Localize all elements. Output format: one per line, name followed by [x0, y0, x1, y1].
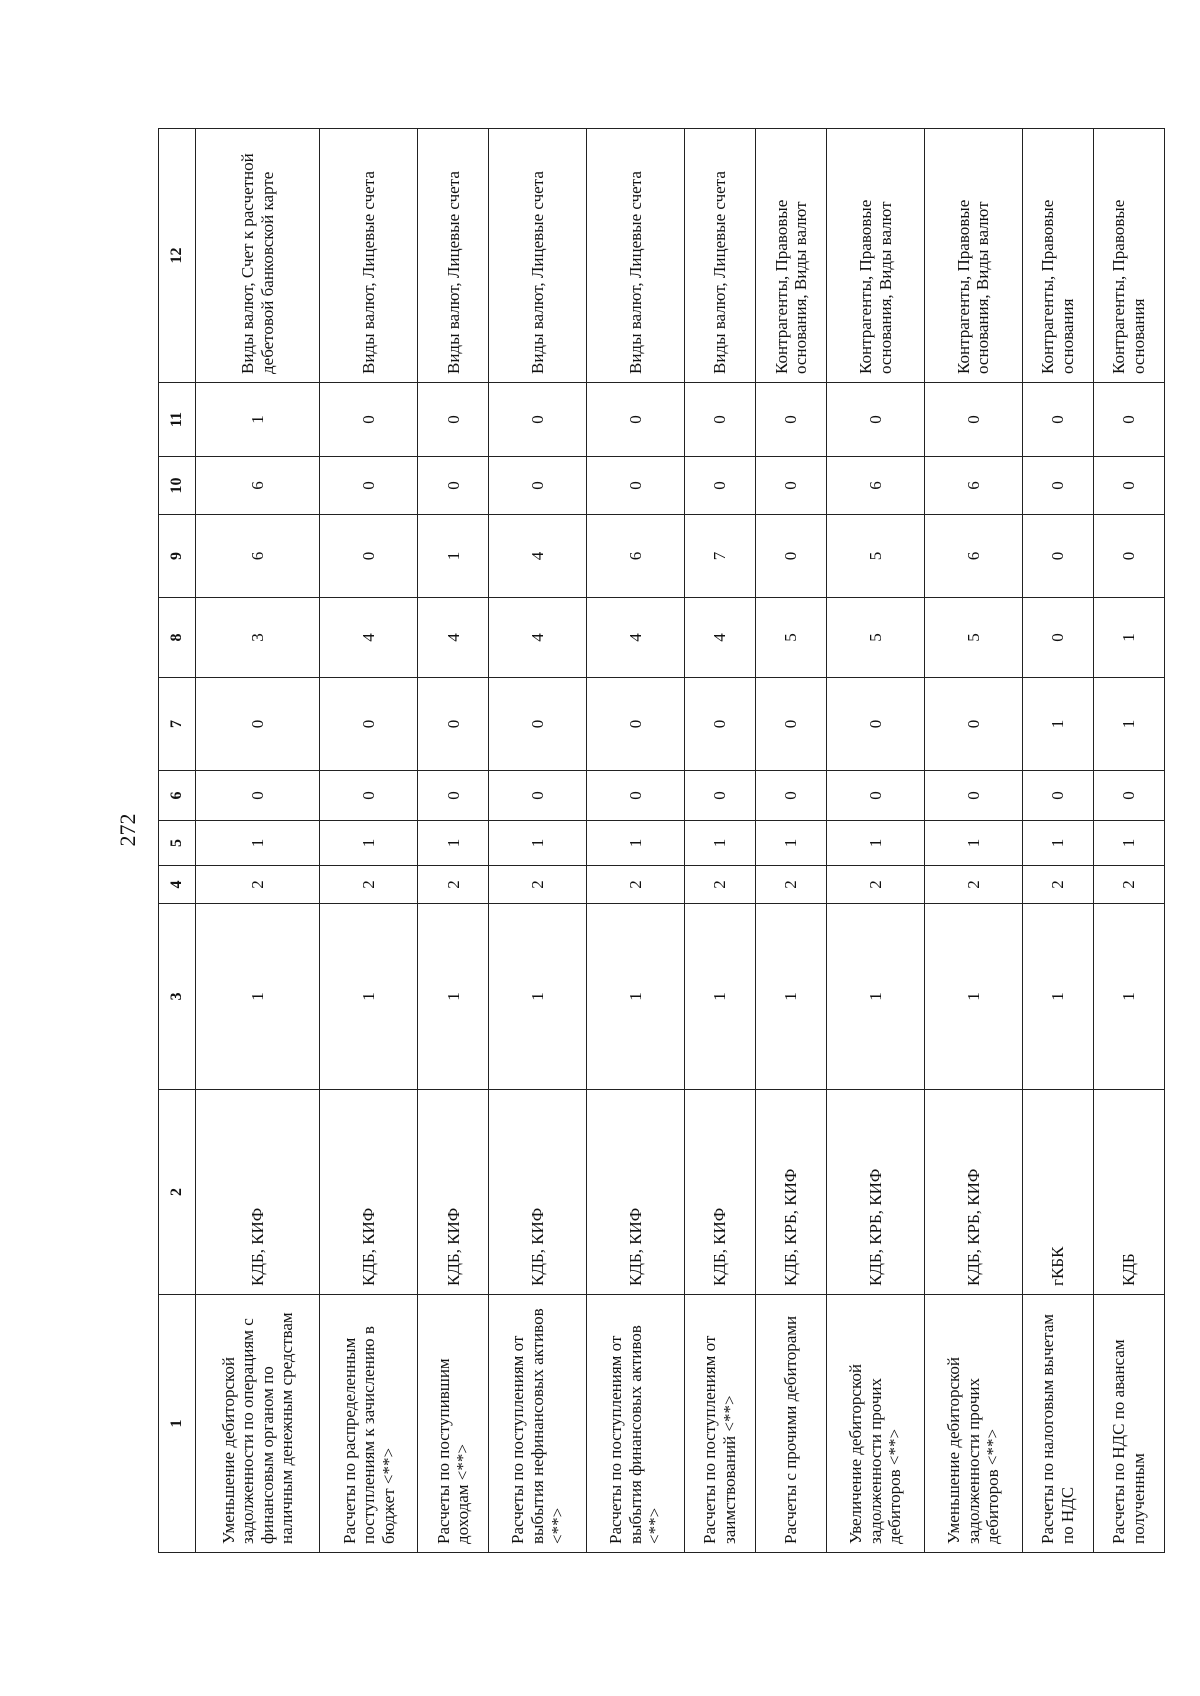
- table-cell-col-6: 0: [418, 771, 489, 821]
- table-cell-col-10: 0: [587, 457, 685, 515]
- table-cell-col-10: 6: [827, 457, 925, 515]
- table-row: [827, 129, 925, 1553]
- table-row: [756, 129, 827, 1553]
- table-cell-col-3: 1: [418, 904, 489, 1090]
- table-cell-col-2: КДБ, КРБ, КИФ: [756, 1090, 827, 1295]
- table-row: [1022, 129, 1093, 1553]
- table-cell-col-8: 4: [320, 598, 418, 678]
- page-number: 272: [115, 813, 140, 847]
- table-cell-col-5: 1: [489, 821, 587, 866]
- table-cell-col-9: 0: [1093, 515, 1164, 598]
- table-cell-col-9: 6: [587, 515, 685, 598]
- table-cell-col-7: 0: [587, 678, 685, 771]
- header-col-1: 1: [159, 1295, 196, 1553]
- header-col-11: 11: [159, 383, 196, 457]
- table-cell-col-7: 0: [196, 678, 320, 771]
- table-cell-col-4: 2: [320, 866, 418, 904]
- table-row: [587, 129, 685, 1553]
- table-cell-col-10: 0: [320, 457, 418, 515]
- table-cell-col-5: 1: [1093, 821, 1164, 866]
- table-cell-col-6: 0: [489, 771, 587, 821]
- table-cell-col-1: Расчеты по поступлениям от выбытия финансовых активов <**>: [587, 1295, 685, 1553]
- table-cell-col-10: 0: [684, 457, 755, 515]
- table-cell-col-2: КДБ: [1093, 1090, 1164, 1295]
- table-cell-col-12: Контрагенты, Правовые основания, Виды валют: [924, 129, 1022, 383]
- table-cell-col-3: 1: [489, 904, 587, 1090]
- header-col-5: 5: [159, 821, 196, 866]
- table-cell-col-8: 5: [756, 598, 827, 678]
- table-cell-col-12: Виды валют, Лицевые счета: [587, 129, 685, 383]
- table-cell-col-9: 6: [196, 515, 320, 598]
- table-header-row: [159, 129, 196, 1553]
- table-cell-col-6: 0: [587, 771, 685, 821]
- header-col-9: 9: [159, 515, 196, 598]
- table-row: [418, 129, 489, 1553]
- table-cell-col-7: 1: [1093, 678, 1164, 771]
- table-cell-col-9: 1: [418, 515, 489, 598]
- table-cell-col-6: 0: [320, 771, 418, 821]
- table-cell-col-5: 1: [924, 821, 1022, 866]
- table-cell-col-12: Виды валют, Лицевые счета: [684, 129, 755, 383]
- table-cell-col-4: 2: [827, 866, 925, 904]
- table-cell-col-11: 1: [196, 383, 320, 457]
- table-cell-col-11: 0: [924, 383, 1022, 457]
- table-cell-col-8: 3: [196, 598, 320, 678]
- header-col-8: 8: [159, 598, 196, 678]
- table-cell-col-6: 0: [684, 771, 755, 821]
- table-cell-col-9: 0: [320, 515, 418, 598]
- table-cell-col-6: 0: [1093, 771, 1164, 821]
- table-cell-col-11: 0: [320, 383, 418, 457]
- table-cell-col-9: 6: [924, 515, 1022, 598]
- header-col-2: 2: [159, 1090, 196, 1295]
- table-cell-col-10: 0: [418, 457, 489, 515]
- table-cell-col-6: 0: [924, 771, 1022, 821]
- table-cell-col-11: 0: [587, 383, 685, 457]
- table-cell-col-1: Уменьшение дебиторской задолженности прочих дебиторов <**>: [924, 1295, 1022, 1553]
- table-cell-col-7: 0: [418, 678, 489, 771]
- table-cell-col-5: 1: [684, 821, 755, 866]
- table-cell-col-4: 2: [1022, 866, 1093, 904]
- table-cell-col-11: 0: [827, 383, 925, 457]
- table-cell-col-6: 0: [1022, 771, 1093, 821]
- table-cell-col-5: 1: [418, 821, 489, 866]
- table-cell-col-3: 1: [587, 904, 685, 1090]
- table-cell-col-12: Контрагенты, Правовые основания: [1093, 129, 1164, 383]
- table-cell-col-1: Расчеты по поступлениям от выбытия нефинансовых активов <**>: [489, 1295, 587, 1553]
- table-cell-col-4: 2: [418, 866, 489, 904]
- accounts-table: [158, 128, 1165, 1553]
- table-cell-col-8: 4: [684, 598, 755, 678]
- table-cell-col-5: 1: [587, 821, 685, 866]
- table-cell-col-12: Контрагенты, Правовые основания, Виды валют: [756, 129, 827, 383]
- header-col-7: 7: [159, 678, 196, 771]
- table-cell-col-11: 0: [1022, 383, 1093, 457]
- table-cell-col-1: Расчеты по распределенным поступлениям к зачислению в бюджет <**>: [320, 1295, 418, 1553]
- table-row: [924, 129, 1022, 1553]
- table-cell-col-3: 1: [320, 904, 418, 1090]
- table-cell-col-2: КДБ, КРБ, КИФ: [924, 1090, 1022, 1295]
- table-cell-col-5: 1: [1022, 821, 1093, 866]
- table-cell-col-9: 5: [827, 515, 925, 598]
- table-cell-col-5: 1: [196, 821, 320, 866]
- table-cell-col-9: 4: [489, 515, 587, 598]
- table-cell-col-4: 2: [587, 866, 685, 904]
- table-cell-col-6: 0: [827, 771, 925, 821]
- table-cell-col-10: 0: [1022, 457, 1093, 515]
- table-cell-col-11: 0: [756, 383, 827, 457]
- table-cell-col-4: 2: [1093, 866, 1164, 904]
- header-col-10: 10: [159, 457, 196, 515]
- table-cell-col-8: 4: [587, 598, 685, 678]
- table-cell-col-4: 2: [756, 866, 827, 904]
- table-row: [196, 129, 320, 1553]
- table-cell-col-2: КДБ, КИФ: [196, 1090, 320, 1295]
- table-cell-col-7: 0: [320, 678, 418, 771]
- table-cell-col-11: 0: [418, 383, 489, 457]
- table-cell-col-2: КДБ, КИФ: [489, 1090, 587, 1295]
- table-cell-col-2: гКБК: [1022, 1090, 1093, 1295]
- table-cell-col-12: Контрагенты, Правовые основания, Виды валют: [827, 129, 925, 383]
- table-cell-col-4: 2: [924, 866, 1022, 904]
- table-cell-col-8: 0: [1022, 598, 1093, 678]
- table-cell-col-2: КДБ, КИФ: [320, 1090, 418, 1295]
- table-cell-col-3: 1: [196, 904, 320, 1090]
- table-cell-col-7: 0: [756, 678, 827, 771]
- table-cell-col-2: КДБ, КИФ: [587, 1090, 685, 1295]
- table-cell-col-1: Расчеты по налоговым вычетам по НДС: [1022, 1295, 1093, 1553]
- table-frame: [158, 129, 1200, 1544]
- table-cell-col-10: 0: [756, 457, 827, 515]
- table-cell-col-8: 4: [489, 598, 587, 678]
- table-cell-col-9: 0: [1022, 515, 1093, 598]
- header-col-12: 12: [159, 129, 196, 383]
- table-cell-col-4: 2: [489, 866, 587, 904]
- table-cell-col-12: Контрагенты, Правовые основания: [1022, 129, 1093, 383]
- table-rotated-wrapper: [158, 129, 1165, 1553]
- table-cell-col-2: КДБ, КРБ, КИФ: [827, 1090, 925, 1295]
- table-row: [320, 129, 418, 1553]
- table-cell-col-3: 1: [1022, 904, 1093, 1090]
- table-cell-col-12: Виды валют, Лицевые счета: [489, 129, 587, 383]
- table-cell-col-1: Уменьшение дебиторской задолженности по операциям с финансовым органом по наличным денежным средствам: [196, 1295, 320, 1553]
- table-cell-col-1: Расчеты по поступившим доходам <**>: [418, 1295, 489, 1553]
- table-cell-col-5: 1: [320, 821, 418, 866]
- table-cell-col-3: 1: [756, 904, 827, 1090]
- table-cell-col-9: 7: [684, 515, 755, 598]
- table-cell-col-5: 1: [756, 821, 827, 866]
- table-row: [489, 129, 587, 1553]
- table-row: [1093, 129, 1164, 1553]
- header-col-6: 6: [159, 771, 196, 821]
- table-cell-col-1: Расчеты по поступлениям от заимствований <**>: [684, 1295, 755, 1553]
- table-cell-col-1: Расчеты по НДС по авансам полученным: [1093, 1295, 1164, 1553]
- table-cell-col-8: 5: [924, 598, 1022, 678]
- table-cell-col-1: Увеличение дебиторской задолженности прочих дебиторов <**>: [827, 1295, 925, 1553]
- table-cell-col-10: 6: [924, 457, 1022, 515]
- table-cell-col-5: 1: [827, 821, 925, 866]
- table-cell-col-3: 1: [827, 904, 925, 1090]
- table-cell-col-6: 0: [196, 771, 320, 821]
- header-col-3: 3: [159, 904, 196, 1090]
- table-cell-col-1: Расчеты с прочими дебиторами: [756, 1295, 827, 1553]
- table-cell-col-8: 1: [1093, 598, 1164, 678]
- table-cell-col-7: 0: [489, 678, 587, 771]
- header-col-4: 4: [159, 866, 196, 904]
- table-cell-col-11: 0: [489, 383, 587, 457]
- table-cell-col-10: 0: [489, 457, 587, 515]
- table-cell-col-7: 0: [924, 678, 1022, 771]
- table-cell-col-10: 0: [1093, 457, 1164, 515]
- table-cell-col-12: Виды валют, Лицевые счета: [418, 129, 489, 383]
- table-cell-col-12: Виды валют, Лицевые счета: [320, 129, 418, 383]
- table-cell-col-2: КДБ, КИФ: [418, 1090, 489, 1295]
- table-cell-col-2: КДБ, КИФ: [684, 1090, 755, 1295]
- table-cell-col-11: 0: [1093, 383, 1164, 457]
- table-cell-col-7: 0: [684, 678, 755, 771]
- table-cell-col-4: 2: [196, 866, 320, 904]
- table-cell-col-8: 5: [827, 598, 925, 678]
- table-cell-col-8: 4: [418, 598, 489, 678]
- table-cell-col-9: 0: [756, 515, 827, 598]
- table-cell-col-6: 0: [756, 771, 827, 821]
- table-cell-col-12: Виды валют, Счет к расчетной дебетовой банковской карте: [196, 129, 320, 383]
- table-cell-col-10: 6: [196, 457, 320, 515]
- table-row: [684, 129, 755, 1553]
- table-cell-col-3: 1: [1093, 904, 1164, 1090]
- table-cell-col-11: 0: [684, 383, 755, 457]
- table-cell-col-3: 1: [684, 904, 755, 1090]
- table-cell-col-7: 0: [827, 678, 925, 771]
- table-cell-col-7: 1: [1022, 678, 1093, 771]
- table-cell-col-3: 1: [924, 904, 1022, 1090]
- table-cell-col-4: 2: [684, 866, 755, 904]
